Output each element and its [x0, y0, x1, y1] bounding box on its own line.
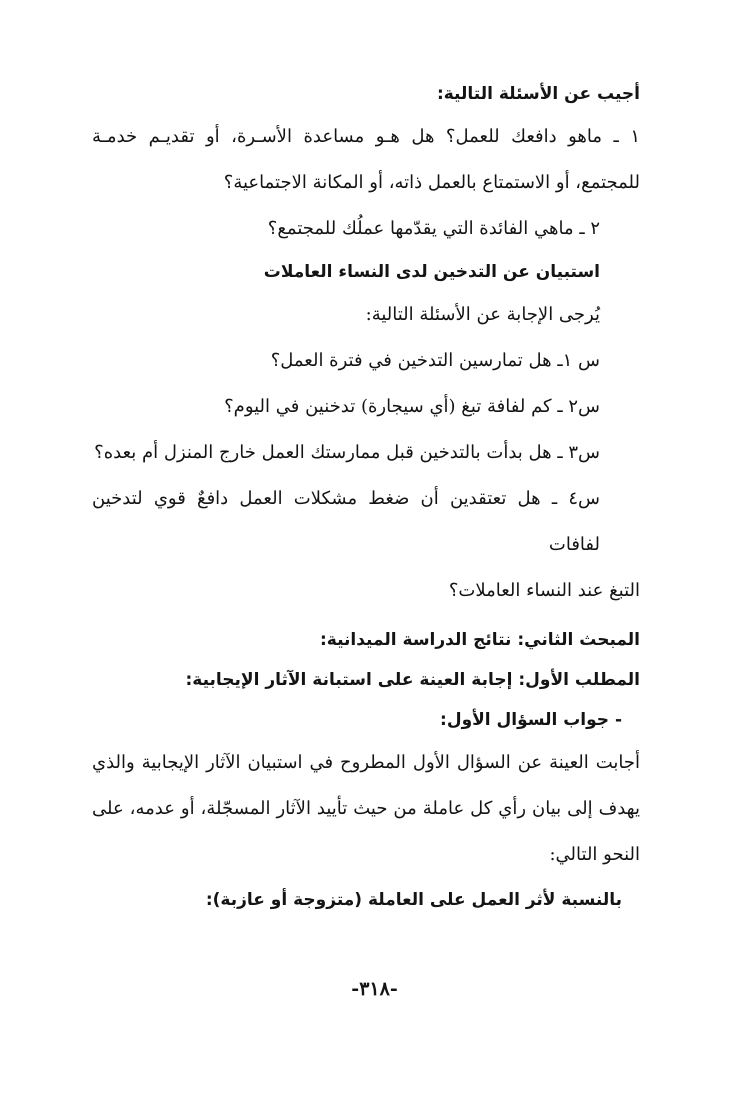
subsection-heading: المطلب الأول: إجابة العينة على استبانة الآثار الإيجابية:	[185, 670, 640, 690]
question-1-line-2: للمجتمع، أو الاستمتاع بالعمل ذاته، أو المكانة الاجتماعية؟	[223, 172, 640, 193]
survey-title: استبيان عن التدخين لدى النساء العاملات	[263, 262, 600, 282]
survey-question-1: س ١ـ هل تمارسين التدخين في فترة العمل؟	[270, 350, 600, 371]
survey-question-4-line-1: س٤ ـ هل تعتقدين أن ضغط مشكلات العمل دافعٌ قوي لتدخين لفافات	[92, 488, 600, 555]
chapter-heading: المبحث الثاني: نتائج الدراسة الميدانية:	[319, 630, 640, 650]
paragraph-line-2: يهدف إلى بيان رأي كل عاملة من حيث تأييد الآثار المسجّلة، أو عدمه، على	[92, 798, 640, 819]
answer-heading: - جواب السؤال الأول:	[440, 710, 622, 730]
survey-instructions: يُرجى الإجابة عن الأسئلة التالية:	[365, 304, 600, 325]
document-page	[92, 74, 640, 920]
paragraph-line-3: النحو التالي:	[549, 844, 640, 865]
page-number: -٣١٨-	[351, 978, 398, 1000]
paragraph-line-1: أجابت العينة عن السؤال الأول المطروح في استبيان الآثار الإيجابية والذي	[92, 752, 640, 773]
question-1-line-1: ١ ـ ماهو دافعك للعمل؟ هل هـو مساعدة الأسـرة، أو تقديـم خدمـة	[92, 126, 640, 147]
category-heading: بالنسبة لأثر العمل على العاملة (متزوجة أو عازبة):	[205, 890, 622, 910]
survey-question-3: س٣ ـ هل بدأت بالتدخين قبل ممارستك العمل خارج المنزل أم بعده؟	[94, 442, 600, 463]
section-heading-questions: أجيب عن الأسئلة التالية:	[436, 84, 640, 104]
question-2: ٢ ـ ماهي الفائدة التي يقدّمها عملُك للمجتمع؟	[267, 218, 600, 239]
survey-question-2: س٢ ـ كم لفافة تبغ (أي سيجارة) تدخنين في اليوم؟	[224, 396, 600, 417]
survey-question-4-line-2: التبغ عند النساء العاملات؟	[448, 580, 640, 601]
